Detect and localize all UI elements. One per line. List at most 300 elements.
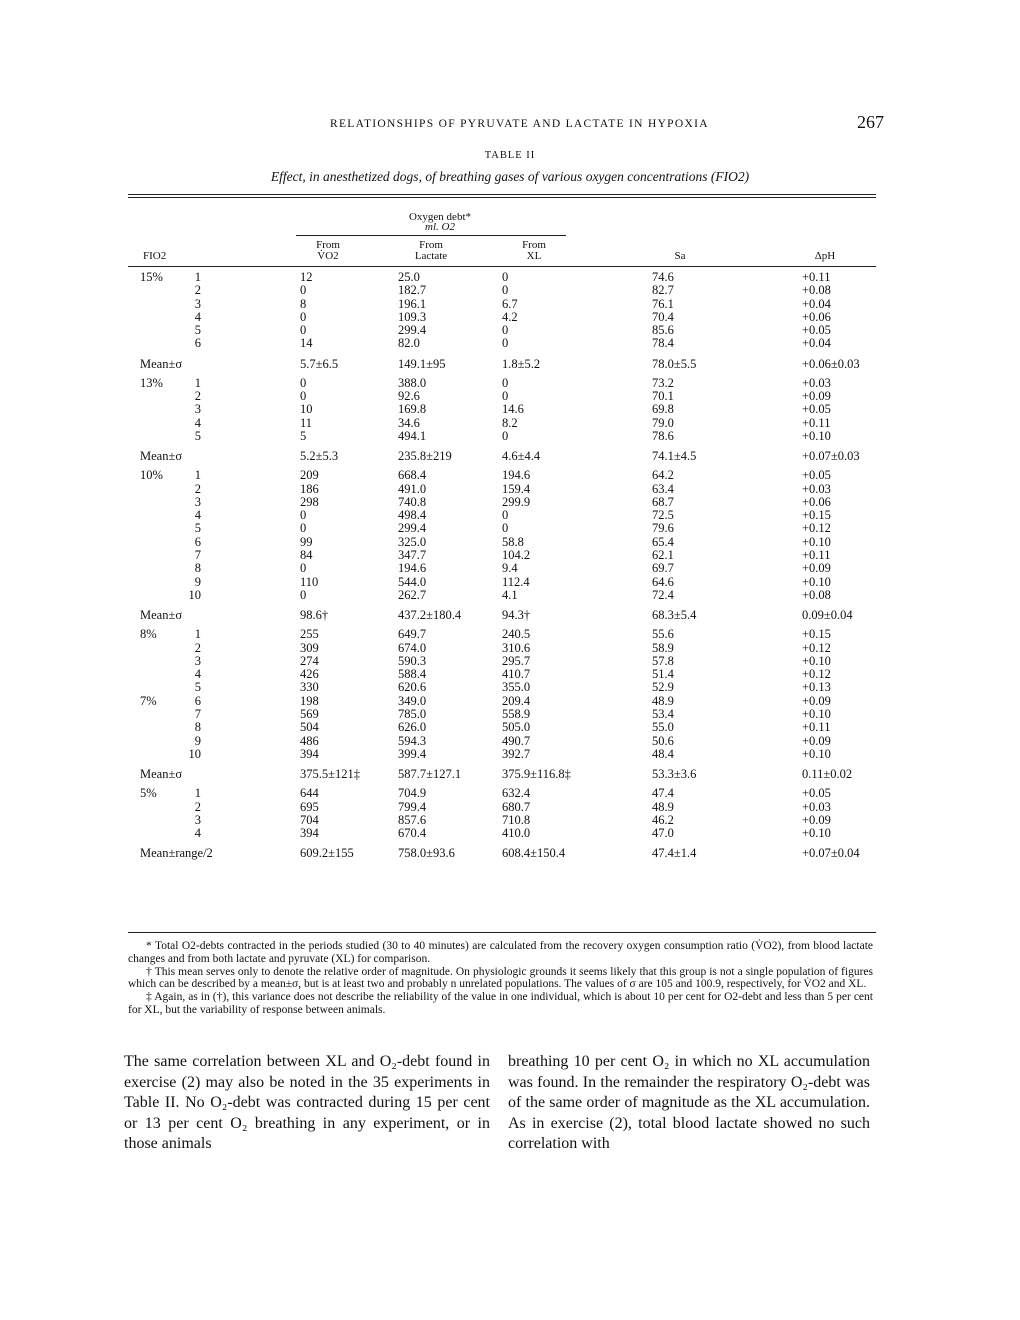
- table-row: [140, 390, 902, 403]
- cell-sa: 47.4±1.4: [652, 846, 697, 861]
- cell-from-lactate: 590.3: [398, 653, 427, 668]
- cell-sa: 79.0: [652, 415, 674, 430]
- cell-from-lactate: 325.0: [398, 534, 427, 549]
- table-row: [140, 668, 902, 681]
- cell-dph: +0.10: [802, 746, 831, 761]
- mean-label: Mean±σ: [140, 449, 183, 464]
- cell-from-vo2: 84: [300, 548, 313, 563]
- cell-from-vo2: 0: [300, 508, 307, 523]
- cell-from-xl: 355.0: [502, 680, 531, 695]
- table-row: [140, 469, 902, 482]
- cell-from-lactate: 670.4: [398, 826, 427, 841]
- cell-from-lactate: 399.4: [398, 746, 427, 761]
- cell-from-lactate: 594.3: [398, 733, 427, 748]
- header-group-rule: [296, 235, 566, 236]
- cell-dph: +0.05: [802, 323, 831, 338]
- experiment-number: 2: [194, 640, 201, 655]
- experiment-number: 8: [194, 561, 201, 576]
- cell-sa: 74.6: [652, 270, 674, 284]
- cell-from-xl: 0: [502, 270, 509, 284]
- cell-dph: +0.10: [802, 534, 831, 549]
- cell-from-lactate: 588.4: [398, 667, 427, 682]
- cell-dph: +0.06: [802, 309, 831, 324]
- table-label: TABLE II: [484, 150, 536, 161]
- cell-from-vo2: 8: [300, 296, 307, 311]
- cell-sa: 85.6: [652, 323, 674, 338]
- cell-from-lactate: 347.7: [398, 548, 427, 563]
- cell-dph: 0.09±0.04: [802, 608, 853, 623]
- cell-dph: +0.12: [802, 667, 831, 682]
- experiment-number: 8: [194, 720, 201, 735]
- cell-from-vo2: 394: [300, 746, 319, 761]
- experiment-number: 2: [194, 283, 201, 298]
- header-from-xl-line2: XL: [526, 250, 542, 262]
- cell-dph: +0.09: [802, 733, 831, 748]
- header-oxygen-debt-units: ml. O2: [425, 221, 455, 233]
- fio2-group: 7%: [140, 693, 157, 708]
- cell-from-xl: 6.7: [502, 296, 518, 311]
- cell-dph: +0.05: [802, 468, 831, 483]
- cell-from-lactate: 799.4: [398, 799, 427, 814]
- cell-from-vo2: 375.5±121‡: [300, 767, 360, 782]
- cell-from-xl: 490.7: [502, 733, 531, 748]
- cell-from-xl: 710.8: [502, 812, 531, 827]
- cell-from-lactate: 626.0: [398, 720, 427, 735]
- cell-from-xl: 375.9±116.8‡: [502, 767, 571, 782]
- cell-from-vo2: 12: [300, 270, 313, 284]
- header-from-vo2-line2: V̇O2: [317, 250, 339, 262]
- cell-from-xl: 0: [502, 336, 509, 351]
- cell-dph: +0.15: [802, 508, 831, 523]
- cell-from-xl: 680.7: [502, 799, 531, 814]
- cell-from-lactate: 857.6: [398, 812, 427, 827]
- table-row: [140, 787, 902, 800]
- cell-sa: 58.9: [652, 640, 674, 655]
- cell-sa: 52.9: [652, 680, 674, 695]
- header-from-vo2-line1: From: [316, 239, 340, 251]
- cell-dph: +0.05: [802, 402, 831, 417]
- header-sa: Sa: [674, 250, 686, 262]
- table-row: [140, 708, 902, 721]
- cell-sa: 70.4: [652, 309, 674, 324]
- cell-dph: +0.12: [802, 521, 831, 536]
- cell-from-xl: 94.3†: [502, 608, 531, 623]
- cell-from-xl: 14.6: [502, 402, 524, 417]
- cell-from-lactate: 674.0: [398, 640, 427, 655]
- cell-from-lactate: 262.7: [398, 587, 427, 602]
- table-row: [140, 576, 902, 589]
- cell-dph: +0.15: [802, 627, 831, 642]
- table-row: [140, 589, 902, 602]
- cell-from-vo2: 198: [300, 693, 319, 708]
- experiment-number: 2: [194, 799, 201, 814]
- cell-from-vo2: 0: [300, 283, 307, 298]
- table-row: [140, 417, 902, 430]
- cell-from-vo2: 110: [300, 574, 319, 589]
- experiment-number: 6: [194, 693, 201, 708]
- cell-from-xl: 0: [502, 508, 509, 523]
- experiment-number: 4: [194, 309, 201, 324]
- table-row: [140, 377, 902, 390]
- experiment-number: 9: [194, 733, 201, 748]
- table-row: [140, 748, 902, 761]
- experiment-number: 2: [194, 389, 201, 404]
- table-row: [140, 536, 902, 549]
- cell-dph: +0.10: [802, 428, 831, 443]
- experiment-number: 5: [194, 323, 201, 338]
- cell-from-xl: 558.9: [502, 707, 531, 722]
- cell-from-vo2: 0: [300, 309, 307, 324]
- body-text-left-column: The same correlation between XL and O₂-debt found in exercise (2) may also be noted in the 35 experiments in Table II. No O₂-debt was contracted during 15 per cent or 13 per cent O₂ breathing in any experiment, or in those animals: [124, 1053, 490, 1153]
- cell-from-lactate: 299.4: [398, 521, 427, 536]
- cell-sa: 76.1: [652, 296, 674, 311]
- cell-from-vo2: 5.7±6.5: [300, 356, 339, 371]
- cell-from-xl: 0: [502, 283, 509, 298]
- header-from-xl-line1: From: [522, 239, 546, 251]
- cell-from-vo2: 486: [300, 733, 319, 748]
- table-row: [140, 695, 902, 708]
- cell-from-lactate: 494.1: [398, 428, 427, 443]
- cell-from-xl: 0: [502, 428, 509, 443]
- cell-sa: 47.4: [652, 786, 674, 801]
- cell-dph: +0.03: [802, 799, 831, 814]
- cell-from-vo2: 0: [300, 587, 307, 602]
- cell-dph: +0.03: [802, 375, 831, 390]
- cell-from-xl: 8.2: [502, 415, 518, 430]
- cell-from-lactate: 785.0: [398, 707, 427, 722]
- table-row: [140, 735, 902, 748]
- cell-from-lactate: 82.0: [398, 336, 420, 351]
- table-row: [140, 324, 902, 337]
- table-row: [140, 403, 902, 416]
- cell-dph: +0.08: [802, 587, 831, 602]
- cell-from-xl: 159.4: [502, 481, 531, 496]
- page-number: 267: [857, 112, 884, 132]
- cell-from-vo2: 11: [300, 415, 313, 430]
- experiment-number: 1: [194, 468, 201, 483]
- cell-sa: 57.8: [652, 653, 674, 668]
- cell-sa: 51.4: [652, 667, 674, 682]
- fio2-group: 8%: [140, 627, 157, 642]
- cell-dph: +0.10: [802, 653, 831, 668]
- mean-label: Mean±range/2: [140, 846, 213, 861]
- cell-from-xl: 0: [502, 323, 509, 338]
- table-row: [140, 814, 902, 827]
- cell-from-vo2: 255: [300, 627, 319, 642]
- experiment-number: 5: [194, 428, 201, 443]
- cell-from-xl: 58.8: [502, 534, 524, 549]
- cell-from-lactate: 740.8: [398, 494, 427, 509]
- mean-label: Mean±σ: [140, 356, 183, 371]
- experiment-number: 3: [194, 653, 201, 668]
- table-row: [140, 721, 902, 734]
- cell-from-vo2: 5: [300, 428, 307, 443]
- cell-from-xl: 392.7: [502, 746, 531, 761]
- experiment-number: 6: [194, 336, 201, 351]
- cell-from-xl: 194.6: [502, 468, 531, 483]
- cell-from-vo2: 10: [300, 402, 313, 417]
- table-mean-row: [140, 602, 902, 628]
- cell-dph: +0.06±0.03: [802, 356, 860, 371]
- table-row: [140, 801, 902, 814]
- cell-from-xl: 299.9: [502, 494, 531, 509]
- cell-from-vo2: 394: [300, 826, 319, 841]
- cell-from-vo2: 0: [300, 561, 307, 576]
- cell-dph: +0.11: [802, 720, 831, 735]
- cell-from-lactate: 587.7±127.1: [398, 767, 462, 782]
- cell-sa: 82.7: [652, 283, 674, 298]
- cell-from-lactate: 388.0: [398, 375, 427, 390]
- cell-sa: 48.4: [652, 746, 674, 761]
- table-bottom-rule: [128, 932, 876, 933]
- experiment-number: 3: [194, 494, 201, 509]
- cell-sa: 55.6: [652, 627, 674, 642]
- cell-sa: 78.6: [652, 428, 674, 443]
- cell-sa: 78.0±5.5: [652, 356, 697, 371]
- cell-from-vo2: 644: [300, 786, 319, 801]
- table-top-rule-2: [128, 197, 876, 198]
- cell-sa: 70.1: [652, 389, 674, 404]
- table-mean-row: [140, 351, 902, 377]
- cell-from-vo2: 298: [300, 494, 319, 509]
- cell-dph: +0.03: [802, 481, 831, 496]
- table-mean-row: [140, 761, 902, 787]
- cell-from-xl: 295.7: [502, 653, 531, 668]
- cell-from-xl: 310.6: [502, 640, 531, 655]
- cell-sa: 68.3±5.4: [652, 608, 697, 623]
- cell-from-lactate: 25.0: [398, 270, 420, 284]
- table-row: [140, 496, 902, 509]
- running-title: RELATIONSHIPS OF PYRUVATE AND LACTATE IN HYPOXIA: [330, 118, 709, 130]
- table-row: [140, 509, 902, 522]
- table-row: [140, 628, 902, 641]
- cell-from-xl: 112.4: [502, 574, 530, 589]
- cell-from-lactate: 349.0: [398, 693, 427, 708]
- experiment-number: 4: [194, 826, 201, 841]
- table-row: [140, 298, 902, 311]
- cell-from-lactate: 169.8: [398, 402, 427, 417]
- cell-from-xl: 209.4: [502, 693, 531, 708]
- cell-dph: +0.09: [802, 561, 831, 576]
- cell-from-xl: 1.8±5.2: [502, 356, 541, 371]
- header-oxygen-debt: Oxygen debt*: [408, 211, 471, 223]
- cell-sa: 46.2: [652, 812, 674, 827]
- cell-from-xl: 4.1: [502, 587, 518, 602]
- header-fio2: FIO2: [143, 250, 167, 262]
- experiment-number: 6: [194, 534, 201, 549]
- cell-from-xl: 632.4: [502, 786, 531, 801]
- cell-from-vo2: 0: [300, 323, 307, 338]
- table-row: [140, 681, 902, 694]
- header-from-lactate-line1: From: [419, 239, 443, 251]
- cell-from-vo2: 569: [300, 707, 319, 722]
- experiment-number: 5: [194, 521, 201, 536]
- experiment-number: 4: [194, 508, 201, 523]
- cell-from-vo2: 5.2±5.3: [300, 449, 339, 464]
- experiment-number: 10: [188, 587, 201, 602]
- cell-from-lactate: 92.6: [398, 389, 420, 404]
- cell-dph: +0.09: [802, 389, 831, 404]
- cell-from-lactate: 437.2±180.4: [398, 608, 462, 623]
- cell-dph: 0.11±0.02: [802, 767, 853, 782]
- table-row: [140, 522, 902, 535]
- table-top-rule: [128, 194, 876, 195]
- cell-dph: +0.05: [802, 786, 831, 801]
- experiment-number: 7: [194, 548, 201, 563]
- cell-from-vo2: 426: [300, 667, 319, 682]
- cell-from-vo2: 704: [300, 812, 319, 827]
- table-caption: Effect, in anesthetized dogs, of breathing gases of various oxygen concentrations (FIO2): [270, 169, 750, 184]
- table-row: [140, 562, 902, 575]
- cell-from-xl: 410.7: [502, 667, 531, 682]
- cell-sa: 79.6: [652, 521, 674, 536]
- cell-from-lactate: 704.9: [398, 786, 427, 801]
- table-row: [140, 430, 902, 443]
- cell-from-lactate: 498.4: [398, 508, 427, 523]
- cell-from-lactate: 182.7: [398, 283, 427, 298]
- table-row: [140, 311, 902, 324]
- cell-from-vo2: 0: [300, 521, 307, 536]
- experiment-number: 3: [194, 402, 201, 417]
- cell-dph: +0.04: [802, 336, 831, 351]
- cell-dph: +0.09: [802, 693, 831, 708]
- cell-sa: 50.6: [652, 733, 674, 748]
- table-row: [140, 271, 902, 284]
- cell-dph: +0.04: [802, 296, 831, 311]
- cell-dph: +0.12: [802, 640, 831, 655]
- cell-dph: +0.11: [802, 548, 831, 563]
- cell-sa: 74.1±4.5: [652, 449, 697, 464]
- cell-from-lactate: 109.3: [398, 309, 427, 324]
- header-from-lactate-line2: Lactate: [414, 250, 448, 262]
- table-row: [140, 549, 902, 562]
- experiment-number: 1: [194, 627, 201, 642]
- table-row: [140, 337, 902, 350]
- table-row: [140, 655, 902, 668]
- cell-dph: +0.10: [802, 826, 831, 841]
- experiment-number: 1: [194, 786, 201, 801]
- cell-dph: +0.08: [802, 283, 831, 298]
- experiment-number: 1: [194, 375, 201, 390]
- cell-from-lactate: 544.0: [398, 574, 427, 589]
- experiment-number: 5: [194, 680, 201, 695]
- cell-from-xl: 0: [502, 389, 509, 404]
- cell-sa: 69.7: [652, 561, 674, 576]
- cell-from-vo2: 99: [300, 534, 313, 549]
- table-row: [140, 827, 902, 840]
- cell-sa: 53.3±3.6: [652, 767, 697, 782]
- cell-sa: 47.0: [652, 826, 674, 841]
- fio2-group: 10%: [140, 468, 163, 483]
- cell-from-xl: 4.2: [502, 309, 518, 324]
- cell-from-xl: 0: [502, 375, 509, 390]
- cell-from-xl: 505.0: [502, 720, 531, 735]
- footnote-double-dagger: ‡ Again, as in (†), this variance does not describe the reliability of the value in one individual, which is about 10 per cent for O2-debt and less than 5 per cent for XL, but the variability of response between animals.: [128, 991, 873, 1016]
- experiment-number: 1: [194, 270, 201, 284]
- cell-dph: +0.10: [802, 707, 831, 722]
- cell-from-xl: 0: [502, 521, 509, 536]
- cell-from-xl: 4.6±4.4: [502, 449, 541, 464]
- experiment-number: 9: [194, 574, 201, 589]
- data-table: [140, 271, 902, 866]
- header-dph: ΔpH: [814, 250, 836, 262]
- cell-sa: 78.4: [652, 336, 674, 351]
- experiment-number: 2: [194, 481, 201, 496]
- cell-from-vo2: 98.6†: [300, 608, 329, 623]
- footnotes: [128, 940, 873, 1017]
- fio2-group: 13%: [140, 375, 163, 390]
- body-text-right-column: breathing 10 per cent O₂ in which no XL accumulation was found. In the remainder the respiratory O₂-debt was of the same order of magnitude as the XL accumulation. As in exercise (2), total blood lactate showed no such correlation with: [508, 1053, 870, 1153]
- cell-from-vo2: 274: [300, 653, 319, 668]
- cell-from-lactate: 758.0±93.6: [398, 846, 455, 861]
- cell-sa: 68.7: [652, 494, 674, 509]
- footnote-dagger: † This mean serves only to denote the relative order of magnitude. On physiologic grounds it seems likely that this group is not a single population of figures which can be described by a mean±σ, but is at least two and probably n unrelated populations. The values of σ are 105 and 100.9, respectively, for V̇O2 and XL.: [128, 965, 873, 991]
- cell-dph: +0.13: [802, 680, 831, 695]
- cell-from-lactate: 235.8±219: [398, 449, 452, 464]
- header-bottom-rule: [128, 266, 876, 267]
- cell-from-vo2: 504: [300, 720, 319, 735]
- cell-from-vo2: 209: [300, 468, 319, 483]
- cell-from-xl: 410.0: [502, 826, 531, 841]
- cell-sa: 72.4: [652, 587, 674, 602]
- cell-from-lactate: 649.7: [398, 627, 427, 642]
- footnote-asterisk: * Total O2-debts contracted in the periods studied (30 to 40 minutes) are calculated from the recovery oxygen consumption ratio (V̇O2), from blood lactate changes and from both lactate and pyruvate (XL) for comparison.: [128, 940, 873, 965]
- cell-dph: +0.06: [802, 494, 831, 509]
- cell-from-xl: 104.2: [502, 548, 531, 563]
- cell-from-lactate: 34.6: [398, 415, 420, 430]
- fio2-group: 15%: [140, 270, 163, 284]
- table-mean-row: [140, 443, 902, 469]
- experiment-number: 7: [194, 707, 201, 722]
- cell-from-vo2: 14: [300, 336, 313, 351]
- mean-label: Mean±σ: [140, 767, 183, 782]
- cell-from-vo2: 186: [300, 481, 319, 496]
- cell-sa: 55.0: [652, 720, 674, 735]
- cell-from-vo2: 695: [300, 799, 319, 814]
- cell-from-xl: 240.5: [502, 627, 531, 642]
- cell-sa: 62.1: [652, 548, 674, 563]
- cell-dph: +0.10: [802, 574, 831, 589]
- table-row: [140, 483, 902, 496]
- cell-from-lactate: 491.0: [398, 481, 427, 496]
- cell-from-xl: 608.4±150.4: [502, 846, 566, 861]
- cell-sa: 48.9: [652, 799, 674, 814]
- experiment-number: 4: [194, 415, 201, 430]
- cell-from-lactate: 620.6: [398, 680, 427, 695]
- experiment-number: 4: [194, 667, 201, 682]
- table-mean-row: [140, 840, 902, 866]
- cell-sa: 48.9: [652, 693, 674, 708]
- table-row: [140, 284, 902, 297]
- cell-from-vo2: 309: [300, 640, 319, 655]
- cell-sa: 73.2: [652, 375, 674, 390]
- cell-from-xl: 9.4: [502, 561, 518, 576]
- cell-from-lactate: 668.4: [398, 468, 427, 483]
- cell-sa: 53.4: [652, 707, 674, 722]
- cell-from-lactate: 149.1±95: [398, 356, 446, 371]
- cell-from-vo2: 0: [300, 389, 307, 404]
- cell-dph: +0.07±0.04: [802, 846, 860, 861]
- cell-sa: 64.6: [652, 574, 674, 589]
- cell-sa: 63.4: [652, 481, 674, 496]
- cell-from-vo2: 0: [300, 375, 307, 390]
- cell-dph: +0.11: [802, 415, 831, 430]
- cell-from-lactate: 196.1: [398, 296, 427, 311]
- cell-sa: 69.8: [652, 402, 674, 417]
- cell-from-lactate: 194.6: [398, 561, 427, 576]
- experiment-number: 10: [188, 746, 201, 761]
- experiment-number: 3: [194, 296, 201, 311]
